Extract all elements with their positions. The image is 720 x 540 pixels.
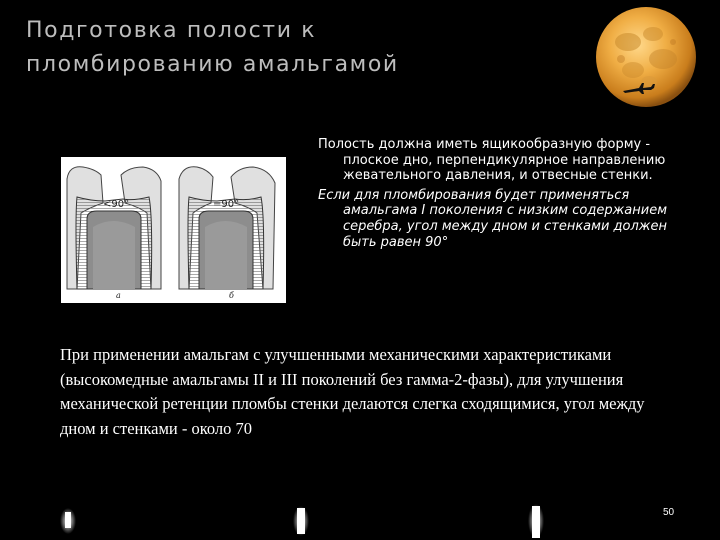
moon-image [593, 4, 699, 110]
light-flare-decoration [50, 502, 86, 540]
title-line-1: Подготовка полости к [26, 18, 317, 43]
tooth-diagram [61, 157, 286, 303]
page-number: 50 [663, 507, 675, 518]
tooth-b [179, 167, 275, 300]
paragraph-cavity-shape: Полость должна иметь ящикообразную форму - плоское дно, перпендикулярное направлению жевательного давления, и отвесные стенки. [318, 137, 666, 184]
light-flare-decoration [520, 502, 552, 540]
angle-label-a: <90° [103, 199, 130, 210]
paragraph-amalgam-gen1: Если для пломбирования будет применяться амальгама I поколения с низким содержанием серебра, угол между дном и стенками должен быть равен 90° [318, 187, 667, 250]
angle-label-b: =90° [213, 199, 240, 210]
tooth-a [67, 167, 161, 300]
slide-title [26, 14, 566, 82]
caption-b: б [229, 291, 234, 300]
caption-a: а [116, 291, 121, 300]
title-line-2: пломбированию амальгамой [26, 52, 399, 77]
right-text-block [318, 137, 680, 250]
light-flare-decoration [285, 502, 317, 540]
paragraph-improved-amalgams: При применении амальгам с улучшенными механическими характеристиками (высокомедные амальгамы II и III поколений без гамма-2-фазы), для улучшения механической ретенции пломбы стенки делаются слегка сходящимися, угол между дном и стенками - около 70 [60, 345, 645, 438]
